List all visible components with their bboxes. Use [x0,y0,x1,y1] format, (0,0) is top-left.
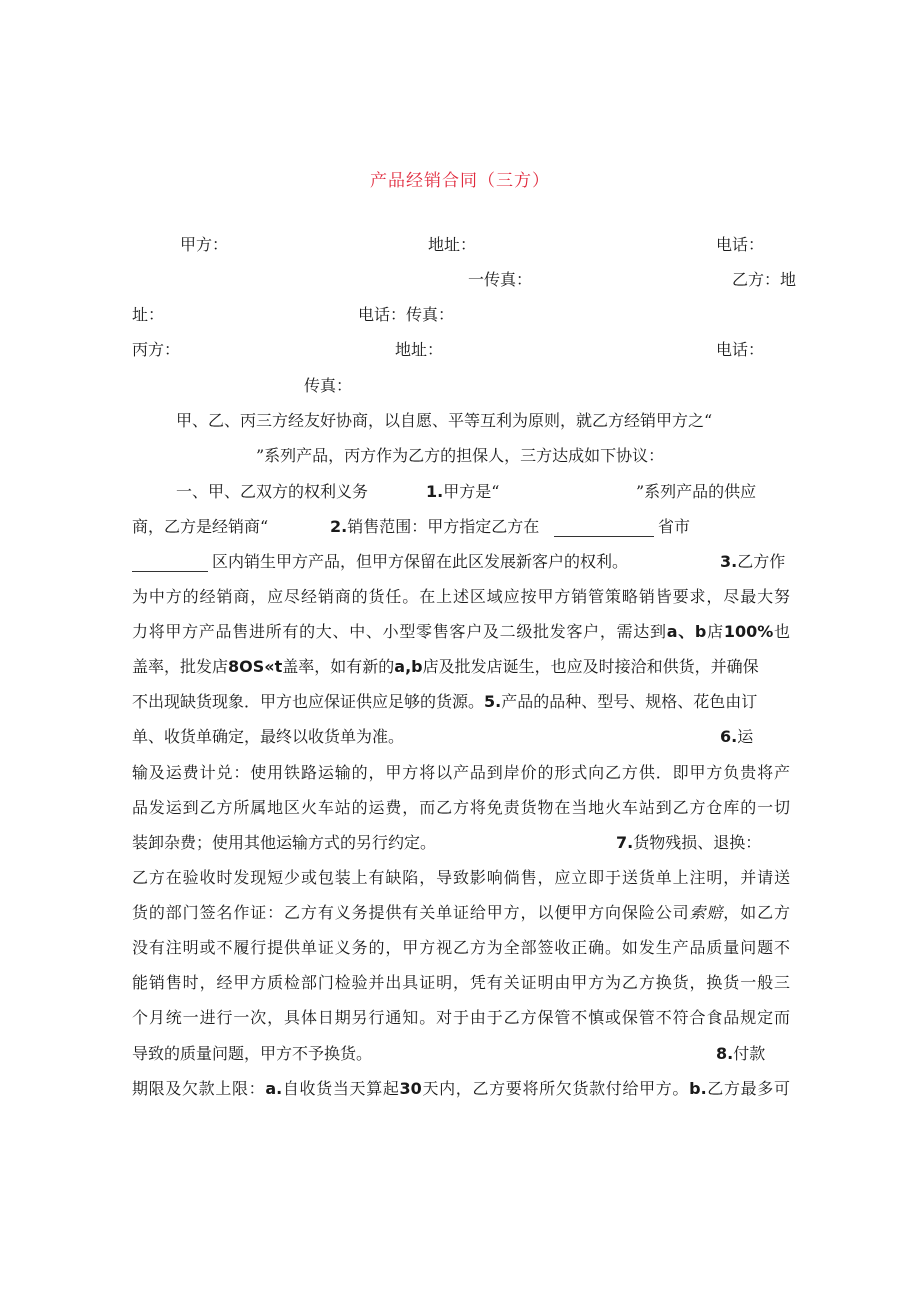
item7-line-1: 乙方在验收时发现短少或包装上有缺陷，导致影响倘售，应立即于送货单上注明，并请送 [132,868,790,887]
item1-continuation: 商，乙方是经销商“ [132,517,269,536]
party-a-phone-label: 电话： [716,235,765,254]
section1-line-3 [0,545,920,579]
item1-text [426,475,499,509]
item6-line-3: 装卸杂费；使用其他运输方式的另行约定。 [132,833,437,852]
province-blank [554,518,654,537]
party-b-label: 乙方：地 [732,270,797,289]
section1-line-12 [0,861,920,895]
item6-line-1: 输及运费计兑：使用铁路运输的，甲方将以产品到岸价的形式向乙方供．即甲方负贵将产 [132,763,790,782]
section1-line-16 [0,1001,920,1035]
item2-rest: 区内销生甲方产品，但甲方保留在此区发展新客户的权利。 [212,552,629,571]
section1-line-14 [0,931,920,965]
section1-line-17 [0,1037,920,1071]
item1-tail: ”系列产品的供应 [636,482,757,501]
item3-number: 3. [720,552,738,571]
section1-line-15 [0,966,920,1000]
item3-line-1: 为中方的经销商，应尽经销商的货任。在上述区域应按甲方销管策略销皆要求，尽最大努 [132,587,790,606]
item3-ab2: a,b [394,657,423,676]
document-title: 产品经销合同（三方） [370,171,550,191]
section1-line-7 [0,685,920,719]
item8-a-label: a. [265,1079,283,1098]
item3-store: 店 [706,622,724,641]
item3-cover2: 盖率，如有新的 [282,657,395,676]
section1-line-10 [0,791,920,825]
item7-line-3: 没有注明或不履行提供单证义务的，甲方视乙方为全部签收正确。如发生产品质量问题不 [132,938,790,957]
item6-line-2: 品发运到乙方所属地区火车站的运费，而乙方将免责货物在当地火车站到乙方仓库的一切 [132,798,790,817]
item3-line-4-text: 不出现缺货现象．甲方也应保证供应足够的货源。 [132,692,485,711]
item3-also: 也 [773,622,790,641]
item3-line-4 [132,685,757,719]
section1-line-5 [0,615,920,649]
item8-number: 8. [716,1044,734,1063]
party-c-address-label: 地址： [395,340,444,359]
item3-line-2 [132,615,790,649]
section1-heading: 一、甲、乙双方的权利义务 [176,482,369,501]
section1-line-6 [0,650,920,684]
section1-line-1 [0,475,920,509]
preamble-text-1: 甲、乙、丙三方经友好协商，以自愿、平等互利为原则，就乙方经销甲方之“ [176,411,713,430]
item7-number: 7. [616,833,634,852]
item8-days: 30 [399,1079,422,1098]
party-b-phone-fax-label: 电话：传真： [358,305,455,324]
header-line-3 [0,298,920,332]
section1-line-8 [0,720,920,754]
party-b-address-label: 址： [132,305,165,324]
header-line-5 [0,369,920,403]
item6-head-text: 运 [737,727,754,746]
item7-heading [616,826,761,860]
section1-line-9 [0,756,920,790]
item7-claim: 索赔 [689,903,724,922]
preamble-line-1 [0,404,920,438]
item3-cover-pct: 100% [723,622,774,641]
item6-number: 6. [720,727,738,746]
item8-head-text: 付款 [733,1044,766,1063]
item8-b-text: 乙方最多可 [706,1079,790,1098]
item5-text: 产品的品种、型号、规格、花色由订 [501,692,758,711]
section1-line-2 [0,510,920,544]
item7-claim-tail: ，如乙方 [723,903,790,922]
item8-line-a: 期限及欠款上限： [132,1079,266,1098]
item3-heading [720,545,785,579]
item2-province: 省市 [658,517,691,536]
item7-head-text: 货物残损、退换： [633,833,762,852]
preamble-line-2 [0,439,920,473]
header-line-1 [0,228,920,262]
party-a-address-label: 地址： [428,235,477,254]
item3-tail: 店及批发店诞生，也应及时接洽和供货，并确保 [422,657,759,676]
item5-number: 5. [484,692,502,711]
item3-line-3 [132,650,759,684]
item3-line-2-text: 力将甲方产品售进所有的大、中、小型零售客户及二级批发客户，需达到 [132,622,667,641]
party-a-fax-label: 一传真： [468,270,533,289]
item3-line-3-text: 盖率，批发店 [132,657,229,676]
header-line-4 [0,333,920,367]
item7-line-2-text: 货的部门签名作证：乙方有义务提供有关单证给甲方，以便甲方向保险公司 [132,903,690,922]
item8-line-1 [132,1072,790,1106]
section1-line-11 [0,826,920,860]
section1-line-4 [0,580,920,614]
district-blank [132,553,208,572]
party-c-fax-label: 传真： [304,376,353,395]
item7-line-6: 导致的质量问题，甲方不予换货。 [132,1044,373,1063]
section1-line-13 [0,896,920,930]
item7-line-5: 个月统一进行一次，具体日期另行通知。对于由于乙方保管不慎或保管不符合食品规定而 [132,1008,790,1027]
section1-line-18 [0,1072,920,1106]
item3-ab: a、b [666,622,707,641]
party-c-phone-label: 电话： [716,340,765,359]
party-a-label: 甲方： [180,235,229,254]
header-line-2 [0,263,920,297]
item1-lead: 甲方是“ [443,482,500,501]
item2-lead: 销售范围：甲方指定乙方在 [347,517,540,536]
item8-b-label: b. [689,1079,707,1098]
item3-code: 8OS«t [228,657,283,676]
item1-number: 1. [426,482,444,501]
item2-text [330,510,539,544]
item2-number: 2. [330,517,348,536]
preamble-text-2: ”系列产品，丙方作为乙方的担保人，三方达成如下协议： [256,446,665,465]
party-c-label: 丙方： [132,340,181,359]
item7-line-2 [132,896,790,930]
item7-line-4: 能销售时，经甲方质检部门检验并出具证明，凭有关证明由甲方为乙方换货，换货一般三 [132,973,790,992]
item8-heading [716,1037,765,1071]
item8-a-text: 自收货当天算起 [282,1079,400,1098]
item5-line-2: 单、收货单确定，最终以收货单为准。 [132,727,405,746]
item3-head-text: 乙方作 [737,552,786,571]
item8-a-tail: 天内，乙方要将所欠货款付给甲方。 [421,1079,690,1098]
item6-heading [720,720,753,754]
